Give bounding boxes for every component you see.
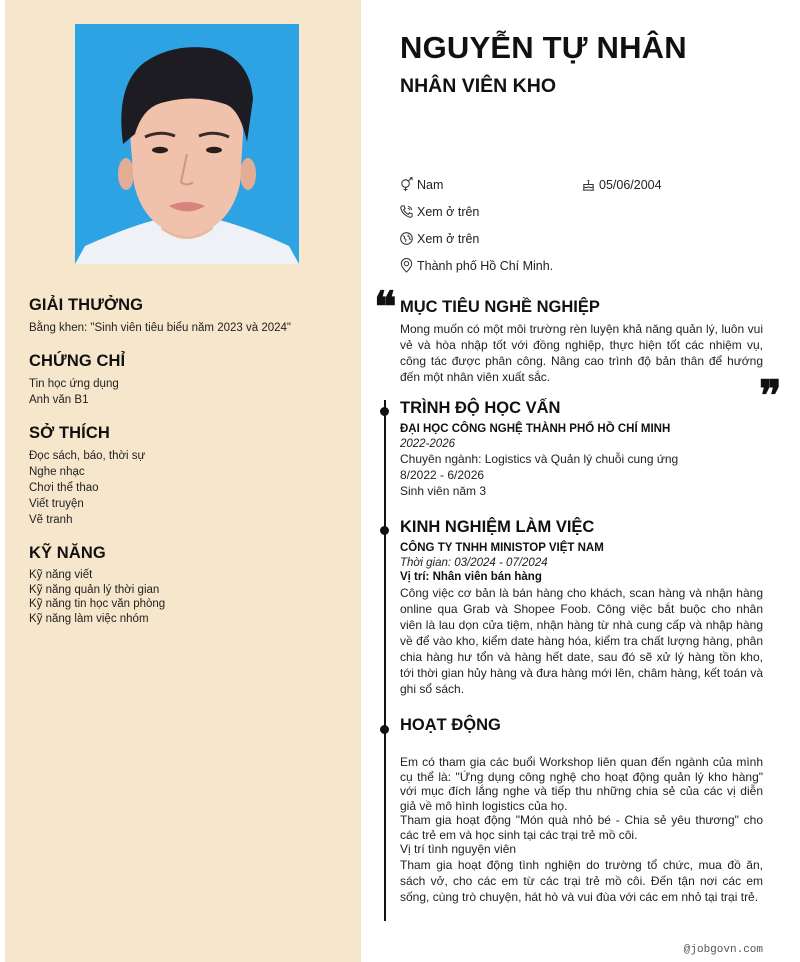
activity-role: Vị trí tình nguyện viên <box>400 842 517 856</box>
contact-phone <box>399 204 479 219</box>
objective-title: MỤC TIÊU NGHỀ NGHIỆP <box>400 298 600 316</box>
education-status: Sinh viên năm 3 <box>400 484 487 498</box>
company-name: CÔNG TY TNHH MINISTOP VIỆT NAM <box>400 542 604 554</box>
website-value: Xem ở trên <box>417 231 480 246</box>
certificate-item: Tin học ứng dụng <box>29 378 119 390</box>
skills-title: KỸ NĂNG <box>29 544 106 562</box>
job-title: NHÂN VIÊN KHO <box>400 75 557 97</box>
activities-title: HOẠT ĐỘNG <box>400 716 501 734</box>
education-title: TRÌNH ĐỘ HỌC VẤN <box>400 399 561 417</box>
skill-item: Kỹ năng viết <box>29 569 93 581</box>
contact-website <box>399 231 479 246</box>
timeline-line <box>384 400 386 921</box>
contact-gender <box>399 177 443 192</box>
location-pin-icon <box>399 258 414 273</box>
skill-item: Kỹ năng tin học văn phòng <box>29 598 166 610</box>
activity-paragraph: Em có tham gia các buổi Workshop liên quan đến ngành của mình cụ thể là: "Ứng dụng công nghệ cho hoạt động quản lý kho hàng" với mục đích lắng nghe và tiếp thu những chia sẻ của các vị diễn giả về mô hình logistics của họ. <box>400 755 763 813</box>
sidebar <box>5 0 361 962</box>
gender-value: Nam <box>417 177 444 192</box>
hobby-item: Viết truyện <box>29 498 84 510</box>
hobbies-title: SỞ THÍCH <box>29 424 110 442</box>
timeline-dot <box>380 526 389 535</box>
awards-title: GIẢI THƯỞNG <box>29 296 144 314</box>
skill-item: Kỹ năng làm việc nhóm <box>29 612 149 625</box>
experience-position: Vị trí: Nhân viên bán hàng <box>400 571 542 583</box>
skills-section <box>29 544 349 626</box>
gender-icon <box>399 177 414 192</box>
contact-address <box>399 258 553 273</box>
quote-open-icon: ❝ <box>374 282 397 331</box>
education-section <box>400 399 763 499</box>
certificates-section <box>29 352 349 408</box>
certificate-item: Anh văn B1 <box>29 394 89 406</box>
education-years: 2022-2026 <box>400 438 455 450</box>
certificates-title: CHỨNG CHỈ <box>29 352 126 370</box>
hobby-item: Chơi thể thao <box>29 482 99 494</box>
awards-section <box>29 296 349 336</box>
contact-birthday <box>581 177 662 192</box>
main-content <box>361 0 800 962</box>
hobby-item: Đọc sách, báo, thời sự <box>29 450 146 462</box>
experience-title: KINH NGHIỆM LÀM VIỆC <box>400 518 595 536</box>
objective-text: Mong muốn có một môi trường rèn luyện khả năng quản lý, luôn vui vẻ và hòa nhập tốt với đồng nghiệp, thực hiện tốt các nhiệm vụ, công tác được phân công. Nâng cao trình độ bản thân để hướng đến một nhân viên xuất sắc. <box>400 322 763 384</box>
profile-photo <box>75 24 299 264</box>
award-item: Bằng khen: "Sinh viên tiêu biểu năm 2023 và 2024" <box>29 322 291 334</box>
activities-section <box>400 716 763 905</box>
timeline-dot <box>380 407 389 416</box>
address-value: Thành phố Hồ Chí Minh. <box>417 258 554 273</box>
activity-paragraph: Tham gia hoạt động tình nghiện do trường tổ chức, mua đồ ăn, sách vở, cho các em từ các trại trẻ mồ côi. Đến tận nơi các em sống, cùng trò chuyện, hát hò và vui đùa với các em nhỏ tại trại trẻ. <box>400 857 763 904</box>
education-major: Chuyên ngành: Logistics và Quản lý chuỗi cung ứng <box>400 452 679 466</box>
experience-description: Công việc cơ bản là bán hàng cho khách, scan hàng và nhận hàng online qua Grab và Shopee Foob. Công việc bắt buộc cho nhân viên là lau dọn cửa tiệm, nhận hàng từ nhà cung cấp và nhập hàng về để vào kho, kiểm date hàng hóa, kiểm tra chất lượng hàng, phân chia hàng hư tổn và hàng hết date, sau đó sẽ xử lý hàng tồn kho, tới thời gian hủy hàng và đưa hàng mới lên, châm hàng, kết toán và ghi sổ sách. <box>400 586 763 696</box>
activity-paragraph: Tham gia hoạt động "Món quà nhỏ bé - Chia sẻ yêu thương" cho các trẻ em và học sinh tại các trại trẻ mồ côi. <box>400 813 763 842</box>
quote-close-icon: ❞ <box>759 371 782 420</box>
hobby-item: Nghe nhạc <box>29 466 85 478</box>
school-name: ĐẠI HỌC CÔNG NGHỆ THÀNH PHỐ HỒ CHÍ MINH <box>400 423 671 435</box>
portrait-image <box>75 24 299 264</box>
candidate-name: NGUYỄN TỰ NHÂN <box>400 30 687 65</box>
skill-item: Kỹ năng quản lý thời gian <box>29 583 160 596</box>
objective-section <box>400 298 763 385</box>
phone-icon <box>399 204 414 219</box>
experience-section <box>400 518 763 697</box>
hobby-item: Vẽ tranh <box>29 514 73 526</box>
birthday-cake-icon <box>581 177 596 192</box>
timeline-dot <box>380 725 389 734</box>
hobbies-section <box>29 424 349 528</box>
education-period: 8/2022 - 6/2026 <box>400 468 485 482</box>
birthday-value: 05/06/2004 <box>599 177 662 192</box>
globe-icon <box>399 231 414 246</box>
phone-value: Xem ở trên <box>417 204 480 219</box>
experience-time: Thời gian: 03/2024 - 07/2024 <box>400 557 548 569</box>
watermark: @jobgovn.com <box>683 944 763 956</box>
